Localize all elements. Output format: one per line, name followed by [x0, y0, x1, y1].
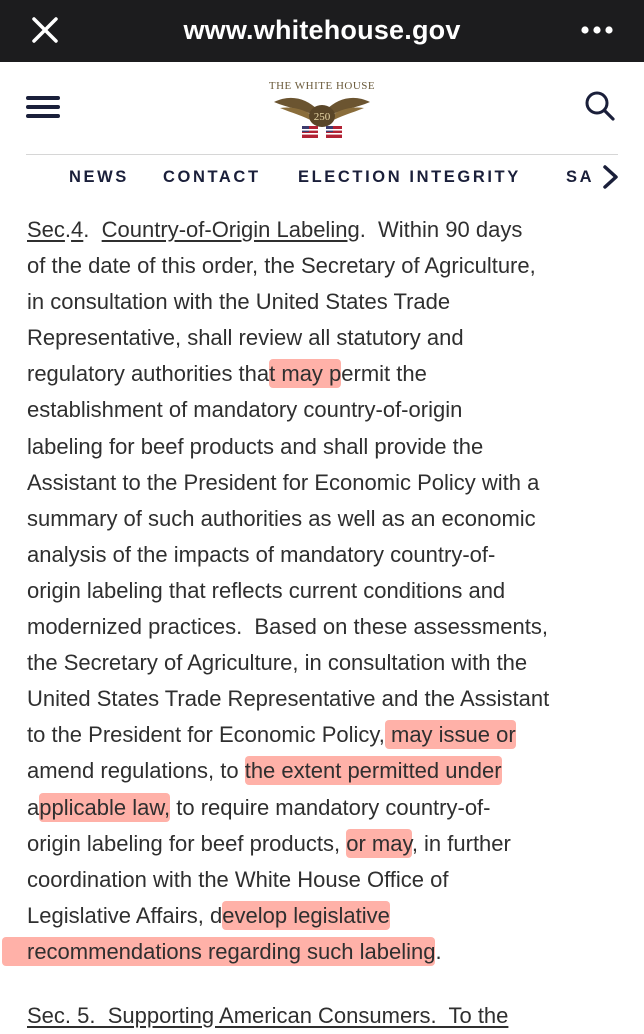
main-nav	[0, 154, 644, 200]
highlight-mark: the extent permitted under	[244, 758, 502, 784]
site-header	[0, 62, 644, 154]
article-line: regulatory authorities that may permit the	[27, 361, 427, 387]
highlight-mark: t may p	[269, 361, 342, 387]
article-line: Sec.4. Country-of-Origin Labeling. Within 90 days	[27, 217, 523, 242]
nav-item-contact[interactable]: CONTACT	[163, 168, 261, 186]
article-line: United States Trade Representative and the Assistant	[27, 686, 550, 712]
article-line: origin labeling for beef products, or may, in further	[27, 830, 511, 856]
article-line: modernized practices. Based on these assessments,	[27, 614, 548, 640]
browser-toolbar	[0, 0, 644, 62]
next-section-heading	[27, 998, 508, 1034]
chevron-right-icon[interactable]	[596, 162, 624, 192]
eagle-icon	[266, 80, 378, 150]
article-line: recommendations regarding such labeling.	[2, 934, 627, 970]
article-line: amend regulations, to the extent permitted under	[27, 758, 502, 784]
article-body	[27, 212, 627, 970]
white-house-logo[interactable]	[266, 80, 378, 150]
article-line: Assistant to the President for Economic Policy with a	[27, 469, 540, 495]
more-dots-icon[interactable]	[580, 22, 614, 38]
next-section-link[interactable]: Sec. 5. Supporting American Consumers. To the	[27, 1003, 509, 1028]
nav-item-election-integrity[interactable]: ELECTION INTEGRITY	[298, 168, 521, 186]
article-line: origin labeling that reflects current conditions and	[27, 577, 506, 603]
article-line: Representative, shall review all statutory and	[27, 325, 464, 351]
article-line: to the President for Economic Policy, may issue or	[27, 722, 516, 748]
article-line: establishment of mandatory country-of-origin	[27, 397, 463, 423]
article-line: analysis of the impacts of mandatory country-of-	[27, 541, 496, 567]
article-line: applicable law, to require mandatory country-of-	[27, 794, 491, 820]
section-link[interactable]: Sec	[27, 217, 65, 242]
article-line: labeling for beef products and shall provide the	[27, 433, 484, 459]
section-title[interactable]: Country-of-Origin Labeling	[101, 217, 360, 242]
nav-item-news[interactable]: NEWS	[69, 168, 129, 186]
highlight-mark: pplicable law,	[39, 794, 171, 820]
article-line: of the date of this order, the Secretary of Agriculture,	[27, 253, 536, 279]
hamburger-menu-icon[interactable]	[26, 96, 60, 118]
browser-url[interactable]: www.whitehouse.gov	[183, 15, 461, 45]
nav-item-truncated[interactable]: SA	[566, 168, 595, 186]
article-line: summary of such authorities as well as an economic	[27, 505, 536, 531]
highlight-mark: recommendations regarding such labeling	[2, 937, 435, 966]
section-number[interactable]: 4	[71, 217, 84, 242]
logo-number: 250	[313, 111, 331, 123]
search-icon[interactable]	[584, 90, 616, 122]
logo-text: THE WHITE HOUSE	[268, 80, 376, 92]
article-line: in consultation with the United States Trade	[27, 289, 451, 315]
highlight-mark: may issue or	[384, 722, 516, 748]
highlight-mark: or may	[346, 830, 412, 856]
nav-divider	[26, 154, 618, 155]
highlight-mark: evelop legislative	[222, 902, 390, 928]
article-line: Legislative Affairs, develop legislative	[27, 902, 390, 928]
article-line: the Secretary of Agriculture, in consultation with the	[27, 650, 528, 676]
article-line: coordination with the White House Office of	[27, 866, 449, 892]
